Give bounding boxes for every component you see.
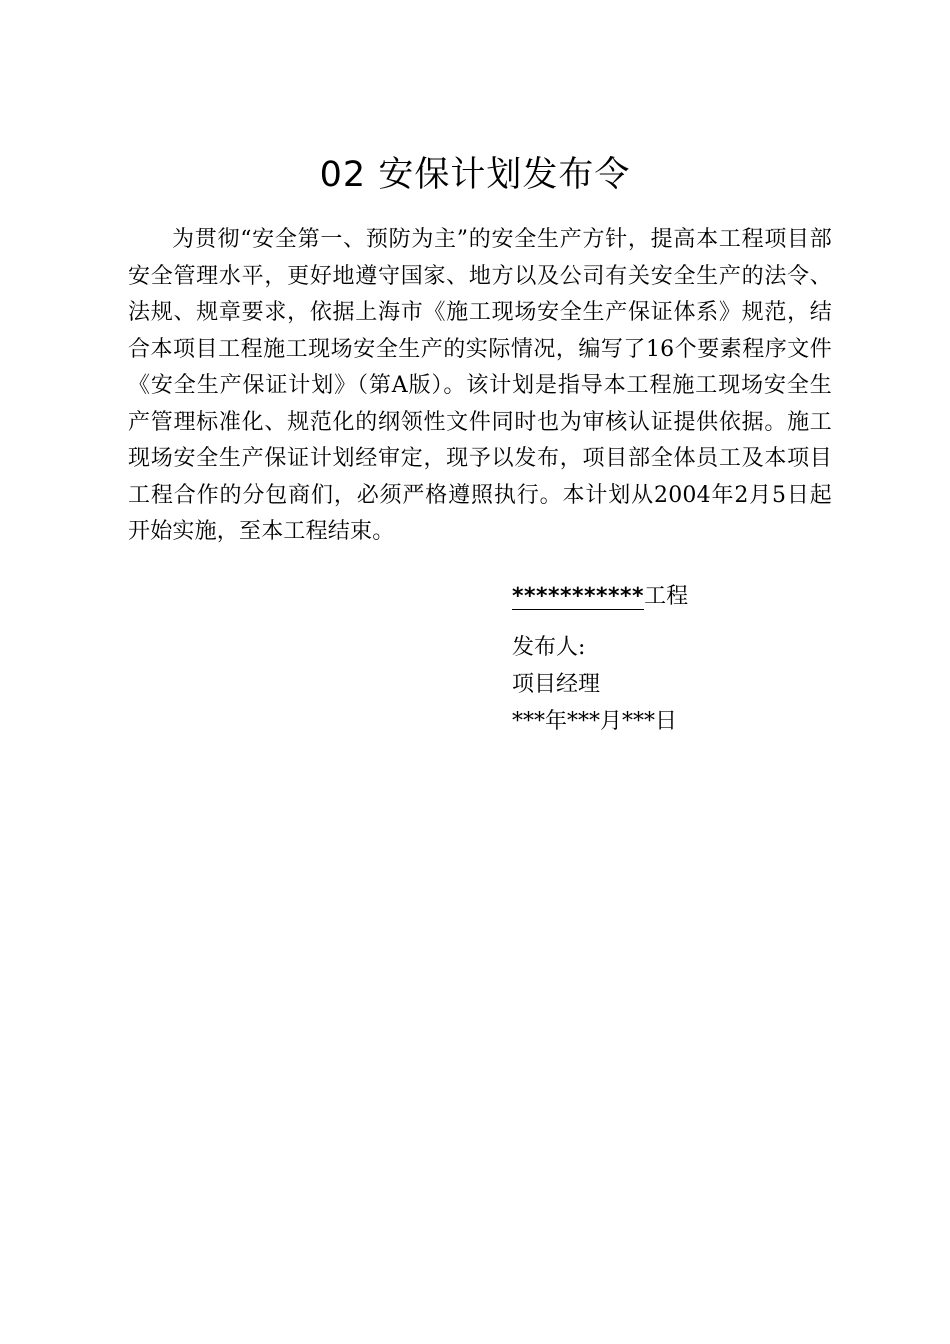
- document-title: 02 安保计划发布令: [319, 155, 631, 195]
- body-paragraph: 为贯彻“安全第一、预防为主”的安全生产方针，提高本工程项目部安全管理水平，更好地遵守国家、地方以及公司有关安全生产的法令、法规、规章要求，依据上海市《施工现场安全生产保证体系》规范，结合本项目工程施工现场安全生产的实际情况，编写了16个要素程序文件《安全生产保证计划》（第A版）。该计划是指导本工程施工现场安全生产管理标准化、规范化的纲领性文件同时也为审核认证提供依据。施工现场安全生产保证计划经审定，现予以发布，项目部全体员工及本项目工程合作的分包商们，必须严格遵照执行。本计划从2004年2月5日起开始实施，至本工程结束。: [128, 227, 832, 544]
- project-name: ***********: [512, 584, 645, 609]
- issuer-label: 发布人:: [512, 635, 586, 660]
- signature-block: [512, 578, 812, 740]
- issuer-position: 项目经理: [512, 672, 601, 697]
- project-suffix: 工程: [644, 584, 689, 609]
- project-line: [512, 578, 812, 615]
- issue-date: ***年***月***日: [512, 709, 678, 734]
